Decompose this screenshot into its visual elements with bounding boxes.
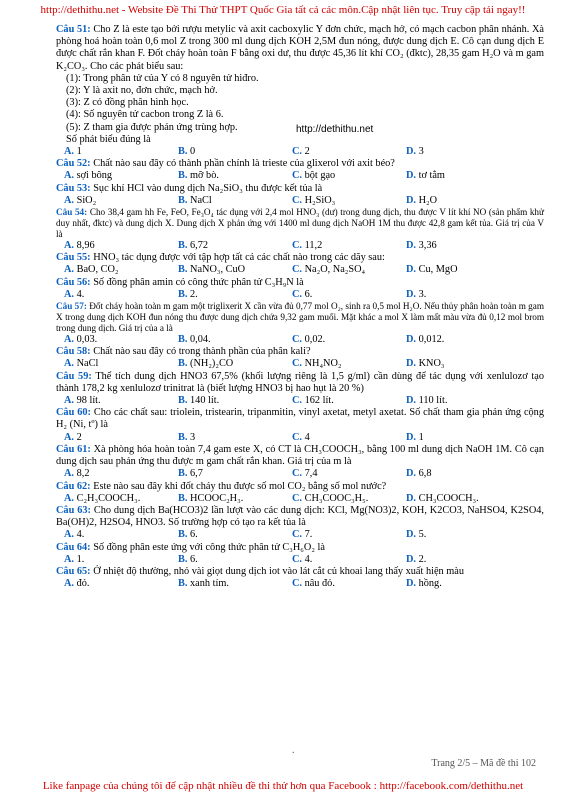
question-number: Câu 62: — [56, 480, 91, 492]
answer-option — [292, 170, 406, 182]
question-block — [56, 505, 544, 542]
option-letter: C. — [292, 358, 303, 370]
answer-option — [178, 493, 292, 505]
question-stem: Cho dung dịch Ba(HCO3)2 lần lượt vào các dung dịch: KCl, Mg(NO3)2, KOH, K2CO3, NaHSO4, K2SO4, Ba(OH)2, H2SO4, HNO3. Số trường hợp có tạo ra kết tủa là — [56, 504, 544, 529]
option-letter: C. — [292, 288, 303, 300]
option-text: mỡ bò. — [190, 170, 219, 182]
option-letter: C. — [292, 170, 303, 182]
question-text — [56, 207, 544, 240]
answer-option — [178, 146, 292, 158]
answer-options — [64, 395, 544, 407]
question-stem: Đốt cháy hoàn toàn m gam một triglixerit X cần vừa đủ 0,77 mol O₂, sinh ra 0,5 mol H₂O. Nếu thủy phân hoàn toàn m gam X trong dung dịch KOH đun nóng thu được dung dịch chứa 9,32 gam muối. Mặt khác a mol X làm mất màu vừa đủ 0,12 mol brom trong dung dịch. Giá trị của a là — [56, 301, 545, 334]
option-text: HCOOC₂H₃. — [190, 492, 244, 504]
answer-option — [292, 358, 406, 370]
answer-options — [64, 358, 544, 370]
option-letter: A. — [64, 578, 75, 590]
option-text: 6,72 — [190, 240, 209, 252]
option-text: Na₂O, Na₂SO₄ — [304, 264, 366, 276]
question-text — [56, 407, 544, 431]
question-number: Câu 53: — [56, 182, 91, 194]
answer-option — [406, 334, 520, 346]
question-text — [56, 566, 544, 578]
answer-options — [64, 334, 544, 346]
answer-option — [406, 432, 520, 444]
option-letter: A. — [64, 395, 75, 407]
page-number: Trang 2/5 – Mã đề thi 102 — [431, 758, 536, 769]
answer-option — [292, 529, 406, 541]
option-text: nâu đỏ. — [304, 578, 335, 590]
statement: (1): Trong phân tử của Y có 8 nguyên tử hiđro. — [66, 72, 259, 84]
question-text — [56, 24, 544, 73]
answer-option — [406, 170, 520, 182]
option-text: 1. — [76, 553, 85, 565]
answer-option — [64, 289, 178, 301]
answer-option — [64, 264, 178, 276]
answer-option — [178, 529, 292, 541]
answer-option — [64, 240, 178, 252]
option-text: hồng. — [418, 578, 442, 590]
option-letter: A. — [64, 146, 75, 158]
answer-option — [406, 358, 520, 370]
option-letter: D. — [406, 264, 417, 276]
statement: (2): Y là axit no, đơn chức, mạch hở. — [66, 85, 218, 97]
option-letter: B. — [178, 395, 188, 407]
question-number: Câu 55: — [56, 252, 91, 264]
answer-option — [64, 554, 178, 566]
answer-option — [64, 432, 178, 444]
question-stem: Xà phòng hóa hoàn toàn 7,4 gam este X, có CT là CH₃COOCH₃, bằng 100 ml dung dịch NaOH 1M. Cô cạn dung dịch sau phản ứng thu được m gam chất rắn khan. Giá trị của m là — [56, 443, 544, 468]
answer-option — [406, 264, 520, 276]
answer-option — [178, 468, 292, 480]
option-text: 3. — [418, 288, 427, 300]
question-number: Câu 60: — [56, 407, 91, 419]
option-text: 162 lít. — [304, 395, 334, 407]
answer-option — [406, 289, 520, 301]
option-letter: A. — [64, 358, 75, 370]
question-text — [56, 277, 544, 289]
question-text — [56, 301, 544, 334]
answer-option — [406, 146, 520, 158]
answer-option — [64, 529, 178, 541]
question-stem: Sục khí HCl vào dung dịch Na₂SiO₃ thu được kết tủa là — [93, 182, 323, 194]
option-letter: C. — [292, 334, 303, 346]
question-number: Câu 65: — [56, 565, 91, 577]
answer-option — [178, 578, 292, 590]
option-letter: B. — [178, 194, 188, 206]
option-letter: C. — [292, 553, 303, 565]
option-text: H₂O — [418, 194, 438, 206]
question-stem: Số đồng phân este ứng với công thức phân tử C₃H₆O₂ là — [93, 541, 325, 553]
option-text: 2 — [76, 431, 82, 443]
answer-option — [292, 468, 406, 480]
option-letter: D. — [406, 240, 417, 252]
option-text: bột gạo — [304, 170, 336, 182]
question-block — [56, 158, 544, 182]
question-number: Câu 57: — [56, 301, 87, 312]
answer-option — [292, 240, 406, 252]
option-letter: C. — [292, 395, 303, 407]
option-text: 0,04. — [190, 334, 211, 346]
option-letter: B. — [178, 431, 188, 443]
option-text: 0 — [190, 146, 196, 158]
option-text: 6,8 — [418, 468, 432, 480]
question-number: Câu 56: — [56, 276, 91, 288]
option-letter: A. — [64, 264, 75, 276]
option-letter: C. — [292, 431, 303, 443]
option-letter: A. — [64, 240, 75, 252]
watermark-url: http://dethithu.net — [296, 124, 374, 135]
option-text: 6,7 — [190, 468, 203, 480]
site-header[interactable]: http://dethithu.net - Website Đề Thi Thử THPT Quốc Gia tất cả các môn.Cập nhật liên tục. Truy cập tải ngay!! — [40, 4, 526, 16]
question-list — [56, 24, 544, 590]
option-letter: B. — [178, 553, 188, 565]
answer-option — [406, 578, 520, 590]
question-text — [56, 183, 544, 195]
option-text: 11,2 — [304, 240, 323, 252]
option-text: 110 lít. — [418, 395, 448, 407]
answer-option — [178, 395, 292, 407]
answer-option — [406, 195, 520, 207]
answer-option — [292, 289, 406, 301]
question-stem: Cho 38,4 gam hh Fe, FeO, Fe₃O₄ tác dụng với 2,4 mol HNO₃ (dư) trong dung dịch, thu được V lít khí NO (sản phẩm khử duy nhất, đktc) và dung dịch X. Dung dịch X phản ứng với 1400 ml dung dịch NaOH 1M thu được 42,8 gam kết tủa. Giá trị của V là — [56, 207, 545, 240]
question-text — [56, 444, 544, 468]
option-letter: C. — [292, 468, 303, 480]
option-letter: D. — [406, 431, 417, 443]
option-letter: B. — [178, 170, 188, 182]
option-text: 4. — [76, 288, 85, 300]
option-letter: D. — [406, 146, 417, 158]
option-text: 98 lít. — [76, 395, 101, 407]
option-letter: A. — [64, 529, 75, 541]
question-text — [56, 158, 544, 170]
answer-option — [64, 493, 178, 505]
answer-option — [406, 529, 520, 541]
answer-option — [64, 195, 178, 207]
question-number: Câu 63: — [56, 504, 91, 516]
option-letter: B. — [178, 468, 188, 480]
option-text: xanh tím. — [190, 578, 229, 590]
question-block — [56, 183, 544, 207]
option-text: 6. — [190, 529, 198, 541]
question-block — [56, 444, 544, 481]
option-text: 2 — [304, 146, 310, 158]
option-text: CH₃COOCH₃. — [418, 492, 479, 504]
option-letter: D. — [406, 358, 417, 370]
option-text: SiO₂ — [76, 194, 97, 206]
answer-option — [178, 195, 292, 207]
answer-option — [406, 493, 520, 505]
question-block — [56, 252, 544, 276]
question-text — [56, 346, 544, 358]
option-text: 1 — [76, 146, 82, 158]
option-text: C₂H₃COOCH₃. — [76, 492, 141, 504]
option-text: 0,012. — [418, 334, 445, 346]
option-text: 6. — [304, 288, 313, 300]
question-number: Câu 51: — [56, 24, 91, 35]
question-block — [56, 24, 544, 158]
answer-options — [64, 240, 544, 252]
question-text — [56, 542, 544, 554]
answer-option — [292, 334, 406, 346]
option-letter: D. — [406, 194, 417, 206]
answer-option — [406, 395, 520, 407]
option-text: BaO, CO₂ — [76, 264, 119, 276]
question-stem: Thể tích dung dịch HNO3 67,5% (khối lượng riêng là 1,5 g/ml) cần dùng để tác dụng với xenlulozơ tạo thành 178,2 kg xenlulozơ trinitrat là (biết lượng HNO3 bị hao hụt là 20 %) — [56, 370, 544, 394]
answer-option — [64, 578, 178, 590]
question-stem: Cho Z là este tạo bởi rượu metylic và axit cacboxylic Y đơn chức, mạch hở, có mạch cacbon phân nhánh. Xà phòng hoá hoàn toàn 0,6 mol Z trong 300 ml dung dịch KOH 2,5M đun nóng, được dung dịch E. Cô cạn dung dịch E được chất rắn khan F. Đốt cháy hoàn toàn F bằng oxi dư, thu được 45,36 lít khí CO₂ (đktc), 28,35 gam H₂O và m gam K₂CO₃. Cho các phát biểu sau: — [56, 24, 544, 72]
option-text: 7,4 — [304, 468, 318, 480]
option-text: 3,36 — [418, 240, 437, 252]
option-letter: C. — [292, 264, 303, 276]
option-letter: A. — [64, 492, 75, 504]
answer-option — [178, 554, 292, 566]
option-text: KNO₃ — [418, 358, 445, 370]
option-letter: C. — [292, 529, 303, 541]
option-text: sợi bông — [76, 170, 113, 182]
dot-mark: . — [292, 745, 295, 756]
option-letter: C. — [292, 492, 303, 504]
option-letter: C. — [292, 194, 303, 206]
answer-option — [292, 195, 406, 207]
option-letter: B. — [178, 288, 188, 300]
question-stem: Số đồng phân amin có công thức phân tử C₃H₉N là — [93, 276, 304, 288]
facebook-footer-link[interactable]: Like fanpage của chúng tôi để cập nhật nhiều đề thi thử hơn qua Facebook : http://facebook.com/dethithu.net — [42, 780, 524, 792]
option-text: (NH₂)₂CO — [190, 358, 234, 370]
option-letter: D. — [406, 553, 417, 565]
question-stem: Chất nào sau đây có trong thành phần của phân kali? — [93, 346, 311, 358]
question-block — [56, 407, 544, 444]
option-text: 4. — [304, 553, 313, 565]
answer-option — [406, 240, 520, 252]
question-block — [56, 301, 544, 346]
answer-options — [64, 493, 544, 505]
option-letter: C. — [292, 578, 303, 590]
statement: (4): Số nguyên tử cacbon trong Z là 6. — [66, 109, 224, 121]
option-letter: D. — [406, 468, 417, 480]
answer-options — [64, 468, 544, 480]
question-block — [56, 277, 544, 301]
answer-option — [178, 334, 292, 346]
answer-options — [64, 146, 544, 158]
option-text: NaCl — [190, 194, 212, 206]
option-text: tơ tằm — [418, 170, 445, 182]
option-letter: B. — [178, 358, 188, 370]
answer-options — [64, 195, 544, 207]
question-block — [56, 207, 544, 252]
option-text: 140 lít. — [190, 395, 220, 407]
option-text: Cu, MgO — [418, 264, 458, 276]
answer-option — [64, 358, 178, 370]
option-text: 7. — [304, 529, 313, 541]
option-text: 3 — [418, 146, 424, 158]
option-text: 3 — [190, 431, 196, 443]
option-letter: B. — [178, 146, 188, 158]
statement: (5): Z tham gia được phản ứng trùng hợp. — [66, 121, 238, 133]
option-letter: A. — [64, 553, 75, 565]
answer-option — [292, 146, 406, 158]
option-letter: A. — [64, 468, 75, 480]
option-letter: B. — [178, 578, 188, 590]
answer-option — [64, 468, 178, 480]
option-text: NaNO₃, CuO — [190, 264, 246, 276]
option-letter: A. — [64, 170, 75, 182]
question-block — [56, 346, 544, 370]
question-stem: Chất nào sau đây có thành phần chính là trieste của glixerol với axit béo? — [93, 158, 395, 170]
option-letter: C. — [292, 240, 303, 252]
option-letter: D. — [406, 170, 417, 182]
option-letter: B. — [178, 529, 188, 541]
option-letter: A. — [64, 288, 75, 300]
option-letter: A. — [64, 334, 75, 346]
option-text: 1 — [418, 431, 424, 443]
answer-option — [292, 493, 406, 505]
option-text: 6. — [190, 553, 198, 565]
option-letter: D. — [406, 578, 417, 590]
answer-option — [178, 264, 292, 276]
question-number: Câu 52: — [56, 158, 91, 170]
option-text: NaCl — [76, 358, 99, 370]
answer-option — [178, 170, 292, 182]
option-letter: D. — [406, 288, 417, 300]
question-number: Câu 59: — [56, 370, 92, 382]
option-text: 4. — [76, 529, 85, 541]
answer-option — [178, 432, 292, 444]
option-text: 8,2 — [76, 468, 90, 480]
question-text — [56, 252, 544, 264]
question-stem: Ở nhiệt độ thường, nhỏ vài giọt dung dịch iot vào lát cắt củ khoai lang thấy xuất hiện màu — [93, 565, 464, 577]
question-stem: Cho các chất sau: triolein, tristearin, tripanmitin, vinyl axetat, metyl axetat. Số chất tham gia phản ứng cộng H₂ (Ni, tº) là — [56, 407, 544, 431]
answer-options — [64, 264, 544, 276]
question-block — [56, 542, 544, 566]
question-block — [56, 481, 544, 505]
answer-option — [406, 554, 520, 566]
option-text: 4 — [304, 431, 310, 443]
answer-option — [64, 334, 178, 346]
answer-options — [64, 578, 544, 590]
option-text: đỏ. — [76, 578, 90, 590]
answer-options — [64, 554, 544, 566]
option-letter: D. — [406, 395, 417, 407]
answer-option — [64, 395, 178, 407]
question-number: Câu 58: — [56, 346, 91, 358]
answer-option — [292, 554, 406, 566]
answer-option — [64, 170, 178, 182]
option-letter: D. — [406, 492, 417, 504]
option-letter: A. — [64, 431, 75, 443]
answer-options — [64, 529, 544, 541]
option-text: H₂SiO₃ — [304, 194, 336, 206]
option-letter: A. — [64, 194, 75, 206]
question-block — [56, 371, 544, 408]
option-text: 5. — [418, 529, 427, 541]
answer-option — [178, 240, 292, 252]
question-block — [56, 566, 544, 590]
option-letter: D. — [406, 334, 417, 346]
option-text: 0,02. — [304, 334, 326, 346]
option-text: 0,03. — [76, 334, 98, 346]
answer-option — [406, 468, 520, 480]
option-text: NH₄NO₂ — [304, 358, 342, 370]
statement: (3): Z có đồng phân hình học. — [66, 97, 189, 109]
option-text: CH₃COOC₃H₅. — [304, 492, 369, 504]
answer-options — [64, 289, 544, 301]
question-text — [56, 481, 544, 493]
question-stem: HNO₃ tác dụng được với tập hợp tất cả các chất nào trong các dãy sau: — [93, 252, 385, 264]
answer-options — [64, 432, 544, 444]
question-number: Câu 64: — [56, 541, 91, 553]
option-letter: B. — [178, 264, 188, 276]
question-text — [56, 505, 544, 529]
option-letter: B. — [178, 240, 188, 252]
answer-option — [64, 146, 178, 158]
answer-option — [292, 432, 406, 444]
option-letter: B. — [178, 334, 188, 346]
option-letter: D. — [406, 529, 417, 541]
answer-option — [292, 578, 406, 590]
answer-option — [292, 264, 406, 276]
answer-options — [64, 170, 544, 182]
option-text: 8,96 — [76, 240, 95, 252]
question-stem: Este nào sau đây khi đốt cháy thu được số mol CO₂ bằng số mol nước? — [93, 480, 387, 492]
answer-option — [178, 289, 292, 301]
statement: Số phát biểu đúng là — [66, 133, 151, 145]
answer-option — [292, 395, 406, 407]
option-text: 2. — [190, 288, 198, 300]
option-letter: B. — [178, 492, 188, 504]
option-letter: C. — [292, 146, 303, 158]
question-text — [56, 371, 544, 395]
question-number: Câu 61: — [56, 443, 91, 455]
option-text: 2. — [418, 553, 427, 565]
question-number: Câu 54: — [56, 207, 88, 218]
answer-option — [178, 358, 292, 370]
